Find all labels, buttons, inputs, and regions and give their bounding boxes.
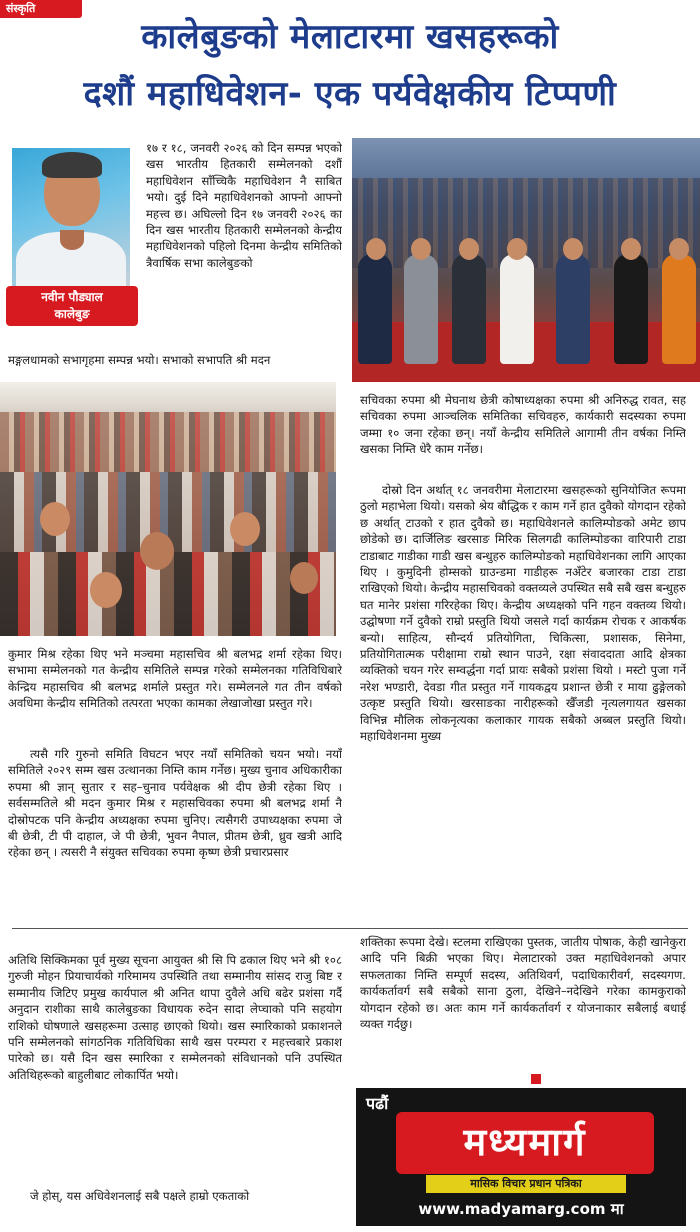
article-paragraph-6: अतिथि सिक्किमका पूर्व मुख्य सूचना आयुक्त श्री सि पि ढकाल थिए भने श्री १०८ गुरुजी मोहन प्रियाचार्यको गरिमामय उपस्थिति तथा सम्मानीय सांसद राजु बिष्ट र सम्मानीय जिटिए प्रमुख कार्यपाल श्री अनित थापा दुवैले अधि बढेर प्रशंसा गर्दै अनुदान राशीका साथै कालेबुङका विधायक रुदेन सादा लेप्चाको पनि सहयोग राशिको घोषणाले खसहरूमा उत्साह छाएको थियो। खस स्मारिकाको प्रकाशनले पनि सम्मेलनको सांगठनिक गतिविधिका साथै खस परम्परा र महत्त्वबारे प्रकाश पारेको छ। यसै दिन खस स्मारिका र सम्मेलनको संविधानको पनि उपस्थित अतिथिहरूको बाहुलीबाट लोकार्पित भयो। bbox=[8, 953, 342, 1082]
ad-url-link[interactable]: www.madyamarg.com मा bbox=[418, 1200, 624, 1218]
headline bbox=[0, 12, 700, 122]
article-paragraph-4: सचिवका रुपमा श्री मेघनाथ छेत्री कोषाध्यक्षका रुपमा श्री अनिरुद्ध रावत, सह सचिवका रुपमा आञ्चलिक समितिका सचिवहरु, कार्यकारी सदस्यका रुपमा जम्मा १० जना रहेका छन्। नयाँ केन्द्रीय समितिले आगामी तीन वर्षका निम्ति खसका निम्ति धेरै काम गर्नेछ। bbox=[360, 393, 686, 457]
headline-line-1: कालेबुङको मेलाटारमा खसहरूको bbox=[141, 17, 559, 57]
headline-line-2: दशौं महाधिवेशन- एक पर्यवेक्षकीय टिप्पणी bbox=[83, 74, 617, 114]
audience-crowd-photo bbox=[0, 382, 336, 636]
article-intro: १७ र १८, जनवरी २०२६ को दिन सम्पन्न भएको खस भारतीय हितकारी सम्मेलनको दशौं महाधिवेशन साँच्चिकै महाधिवेशन नै साबित भयो। दुई दिने महाधिवेशनको आफ्नो आफ्नो महत्त्व छ। अघिल्लो दिन १७ जनवरी २०२६ का दिन खस भारतीय हितकारी सम्मेलनको केन्द्रीय महाधिवेशनको पहिलो दिनमा केन्द्रीय समितिको त्रैवार्षिक सभा कालेबुङको bbox=[146, 141, 342, 270]
ad-magazine-logo: मध्यमार्ग bbox=[396, 1112, 654, 1174]
madhyamarg-advertisement[interactable] bbox=[356, 1088, 686, 1226]
section-tag: संस्कृति bbox=[0, 0, 82, 18]
article-paragraph-5: दोस्रो दिन अर्थात् १८ जनवरीमा मेलाटारमा खसहरूको सुनियोजित रूपमा ठुलो महाभेला थियो। यसको श्रेय बौद्धिक र काम गर्ने हात दुवैको योगदान रहेको छ अर्थात् टाउको र हात दुवैको छ। महाधिवेशनले कालिम्पोङको अमेट छाप छोडेको छ। दार्जिलिङ खरसाङ मिरिक सिलगढी कालिम्पोङका वारिपारी टाडा टाडाबाट गाडीका गाडी खस बन्धुहरु कालिम्पोङको महाधिवेशनका लागि आएका थिए । कुमुदिनी होम्सको ग्राउन्डमा गाडीहरू नअँटेर बजारका टाडा टाडा राखिएको थियो। केन्द्रीय महासचिवको वक्तव्यले उपस्थित सबै सबै खस बन्धुहरु घत मानेर प्रशंसा गरिरहेका थिए। केन्द्रीय अध्यक्षको पनि गहन वक्तव्य थियो। उद्घोषणा गर्ने दुवैको राम्रो प्रस्तुति थियो जसले गर्दा कार्यक्रम रोचक र आकर्षक बन्यो। साहित्य, सौन्दर्य प्रतियोगिता, चिकित्सा, प्रशासक, सिनेमा, प्रतियोगितात्मक परीक्षामा राम्रो स्थान पाउने, रक्षा संवाददाता आदि क्षेत्रका व्यक्तिको चयन गरेर सम्वर्द्धना गर्दा प्रायः सबैको प्रशंसा थियो । मस्टो पुजा गर्ने नरेश भण्डारी, देवडा गीत प्रस्तुत गर्ने गायकद्वय प्रशान्त छेत्री र माया ढुङ्गेलको उत्कृष्ट प्रस्तुति थियो। खरसाङका नारीहरूको खैँजडी नृत्यलगायत खसका विभिन्न मौलिक लोकनृत्यका कलाकार गायक सबैको अब्बल प्रस्तुति थियो। महाधिवेशनमा मुख्य bbox=[360, 483, 686, 744]
guests-on-stage-photo bbox=[352, 138, 700, 382]
author-location: कालेबुङ bbox=[54, 307, 90, 321]
end-marker bbox=[531, 1074, 541, 1084]
ad-tagline: मासिक विचार प्रधान पत्रिका bbox=[426, 1175, 626, 1193]
author-name: नवीन पौड्याल bbox=[41, 290, 103, 304]
author-photo bbox=[12, 148, 130, 288]
ad-read-label: पढौं bbox=[366, 1094, 389, 1113]
author-card bbox=[6, 286, 138, 326]
article-paragraph-2: कुमार मिश्र रहेका थिए भने मञ्चमा महासचिव श्री बलभद्र शर्मा रहेका थिए। सभामा सम्मेलनको गत केन्द्रीय समितिले सम्पन्न गरेको सम्मेलनका गतिविधिबारे केन्द्रिय महासचिव श्री बलभद्र शर्माले प्रस्तुत गरे। सम्मेलनले गत तीन वर्षको अवधिमा केन्द्रीय समितिको तत्परता भएका कामका लेखाजोखा प्रस्तुत गरे। bbox=[8, 647, 342, 711]
article-paragraph-3: त्यसै गरि गुरुनो समिति विघटन भएर नयाँ समितिको चयन भयो। नयाँ समितिले २०२९ सम्म खस उत्थानका निम्ति काम गर्नेछ। मुख्य चुनाव अधिकारीका रुपमा श्री ज्ञान् सुतार र सह–चुनाव पर्यवेक्षक श्री दीप छेत्री रहेका थिए । सर्वसम्मतिले श्री मदन कुमार मिश्र र महासचिवका रुपमा श्री बलभद्र शर्मा नै दोस्रोपटक पनि केन्द्रीय अध्यक्षका रुपमा चुनिए। त्यसैगरी उपाध्यक्षका रुपमा जे बी छेत्री, टी पी दाहाल, जे पी छेत्री, भुवन नैपाल, प्रीतम छेत्री, ध्रुव खत्री आदि रहेका छन् । त्यसरी नै संयुक्त सचिवका रुपमा कृष्ण छेत्री प्रचारप्रसार bbox=[8, 747, 342, 860]
article-intro-cont: मङ्गलधामको सभागृहमा सम्पन्न भयो। सभाको सभापति श्री मदन bbox=[8, 353, 271, 367]
article-paragraph-7: जे होस्, यस अधिवेशनलाई सबै पक्षले हाम्रो एकताको bbox=[30, 1189, 250, 1203]
article-paragraph-8: शक्तिका रूपमा देखे। स्टलमा राखिएका पुस्तक, जातीय पोषाक, केही खानेकुरा आदि पनि बिक्री भएका थिए। मेलाटारको उक्त महाधिवेशनको अपार सफलताका निम्ति सम्पूर्ण सदस्य, अतिथिवर्ग, पदाधिकारीवर्ग, सदस्यगण. कार्यकर्तावर्ग सबै सबैको साना ठुला, देखिने–नदेखिने गरेका कामकुराको योगदान रहेको छ। अतः काम गर्ने कार्यकर्तावर्ग र योजनाकार सबैलाई बधाई व्यक्त गर्दछु। bbox=[360, 935, 686, 1032]
section-divider bbox=[12, 928, 688, 929]
